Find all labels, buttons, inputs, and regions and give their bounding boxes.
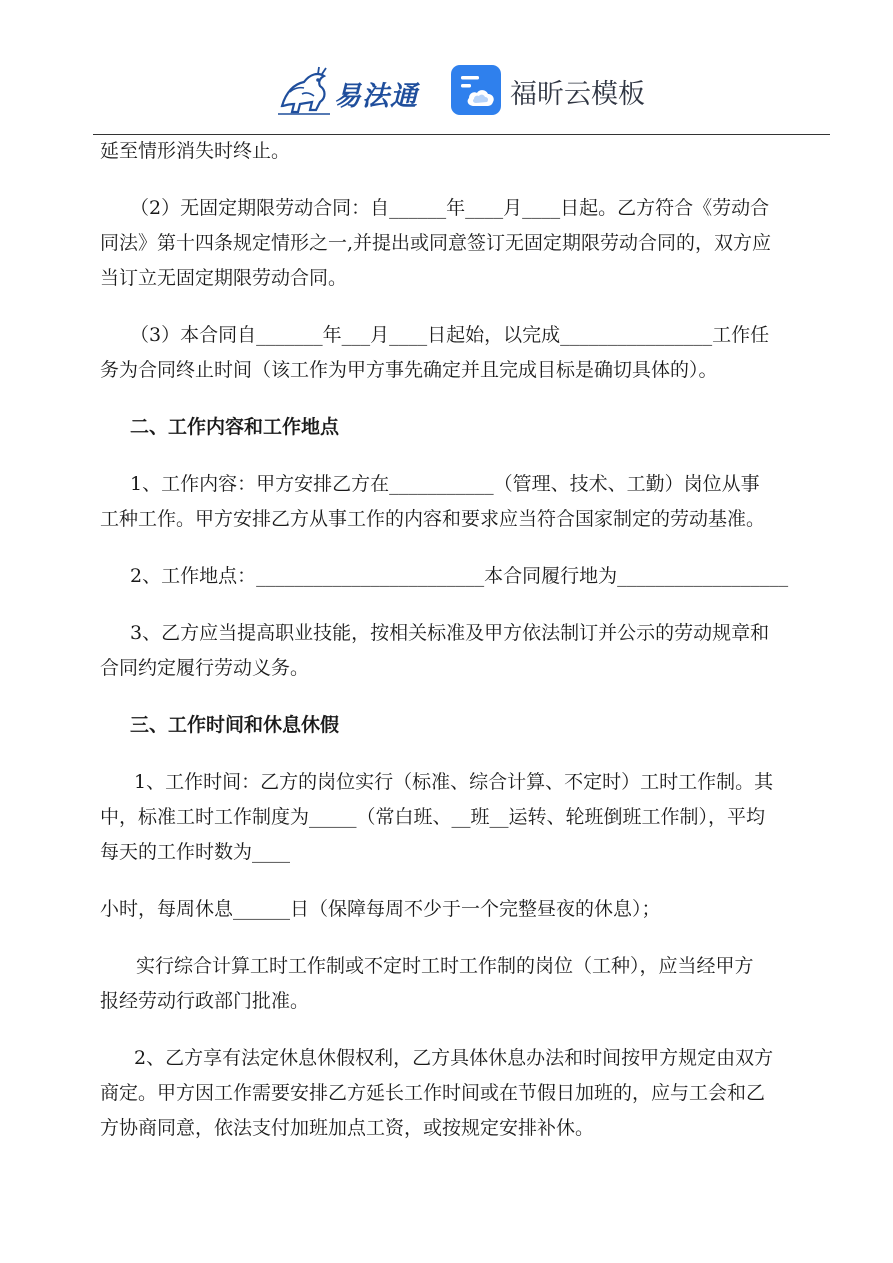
paragraph-line: 商定。甲方因工作需要安排乙方延长工作时间或在节假日加班的，应与工会和乙	[100, 1082, 766, 1104]
paragraph-line: 实行综合计算工时工作制或不定时工时工作制的岗位（工种），应当经甲方	[136, 955, 754, 977]
paragraph-line: 同法》第十四条规定情形之一,并提出或同意签订无固定期限劳动合同的，双方应	[100, 232, 772, 254]
fuxin-cloud-doc-icon	[450, 64, 502, 116]
paragraph-line: 工种工作。甲方安排乙方从事工作的内容和要求应当符合国家制定的劳动基准。	[100, 508, 766, 530]
paragraph-line: 2、工作地点：________________________本合同履行地为__________________	[130, 565, 789, 587]
paragraph-line: 2、乙方享有法定休息休假权利，乙方具体休息办法和时间按甲方规定由双方	[134, 1047, 774, 1069]
paragraph-line: 报经劳动行政部门批准。	[100, 990, 310, 1012]
yifatong-logo	[276, 62, 428, 118]
paragraph-line: 方协商同意，依法支付加班加点工资，或按规定安排补休。	[100, 1117, 595, 1139]
brand-left-text: 易法通	[334, 81, 418, 112]
paragraph-line: 1、工作时间：乙方的岗位实行（标准、综合计算、不定时）工时工作制。其	[134, 771, 774, 793]
page-header	[0, 58, 893, 122]
paragraph-line: 1、工作内容：甲方安排乙方在___________（管理、技术、工勤）岗位从事	[130, 473, 760, 495]
paragraph-line: 当订立无固定期限劳动合同。	[100, 267, 348, 289]
section-heading: 二、工作内容和工作地点	[130, 416, 340, 438]
qilin-mascot-icon	[276, 62, 332, 118]
section-heading: 三、工作时间和休息休假	[130, 714, 340, 736]
paragraph-line: 务为合同终止时间（该工作为甲方事先确定并且完成目标是确切具体的）。	[100, 359, 718, 381]
paragraph-line: 延至情形消失时终止。	[100, 140, 291, 162]
paragraph-line: （2）无固定期限劳动合同：自______年____月____日起。乙方符合《劳动合	[130, 197, 770, 219]
paragraph-line: 小时，每周休息______日（保障每周不少于一个完整昼夜的休息）；	[100, 898, 661, 920]
paragraph-line: 中，标准工时工作制度为_____（常白班、__班__运转、轮班倒班工作制），平均	[100, 806, 766, 828]
brand-right-text: 福昕云模板	[510, 79, 645, 110]
paragraph-line: 每天的工作时数为____	[100, 841, 291, 863]
paragraph-line: 合同约定履行劳动义务。	[100, 657, 310, 679]
paragraph-line: 3、乙方应当提高职业技能，按相关标准及甲方依法制订并公示的劳动规章和	[130, 622, 770, 644]
paragraph-line: （3）本合同自_______年___月____日起始，以完成________________工作任	[130, 324, 770, 346]
